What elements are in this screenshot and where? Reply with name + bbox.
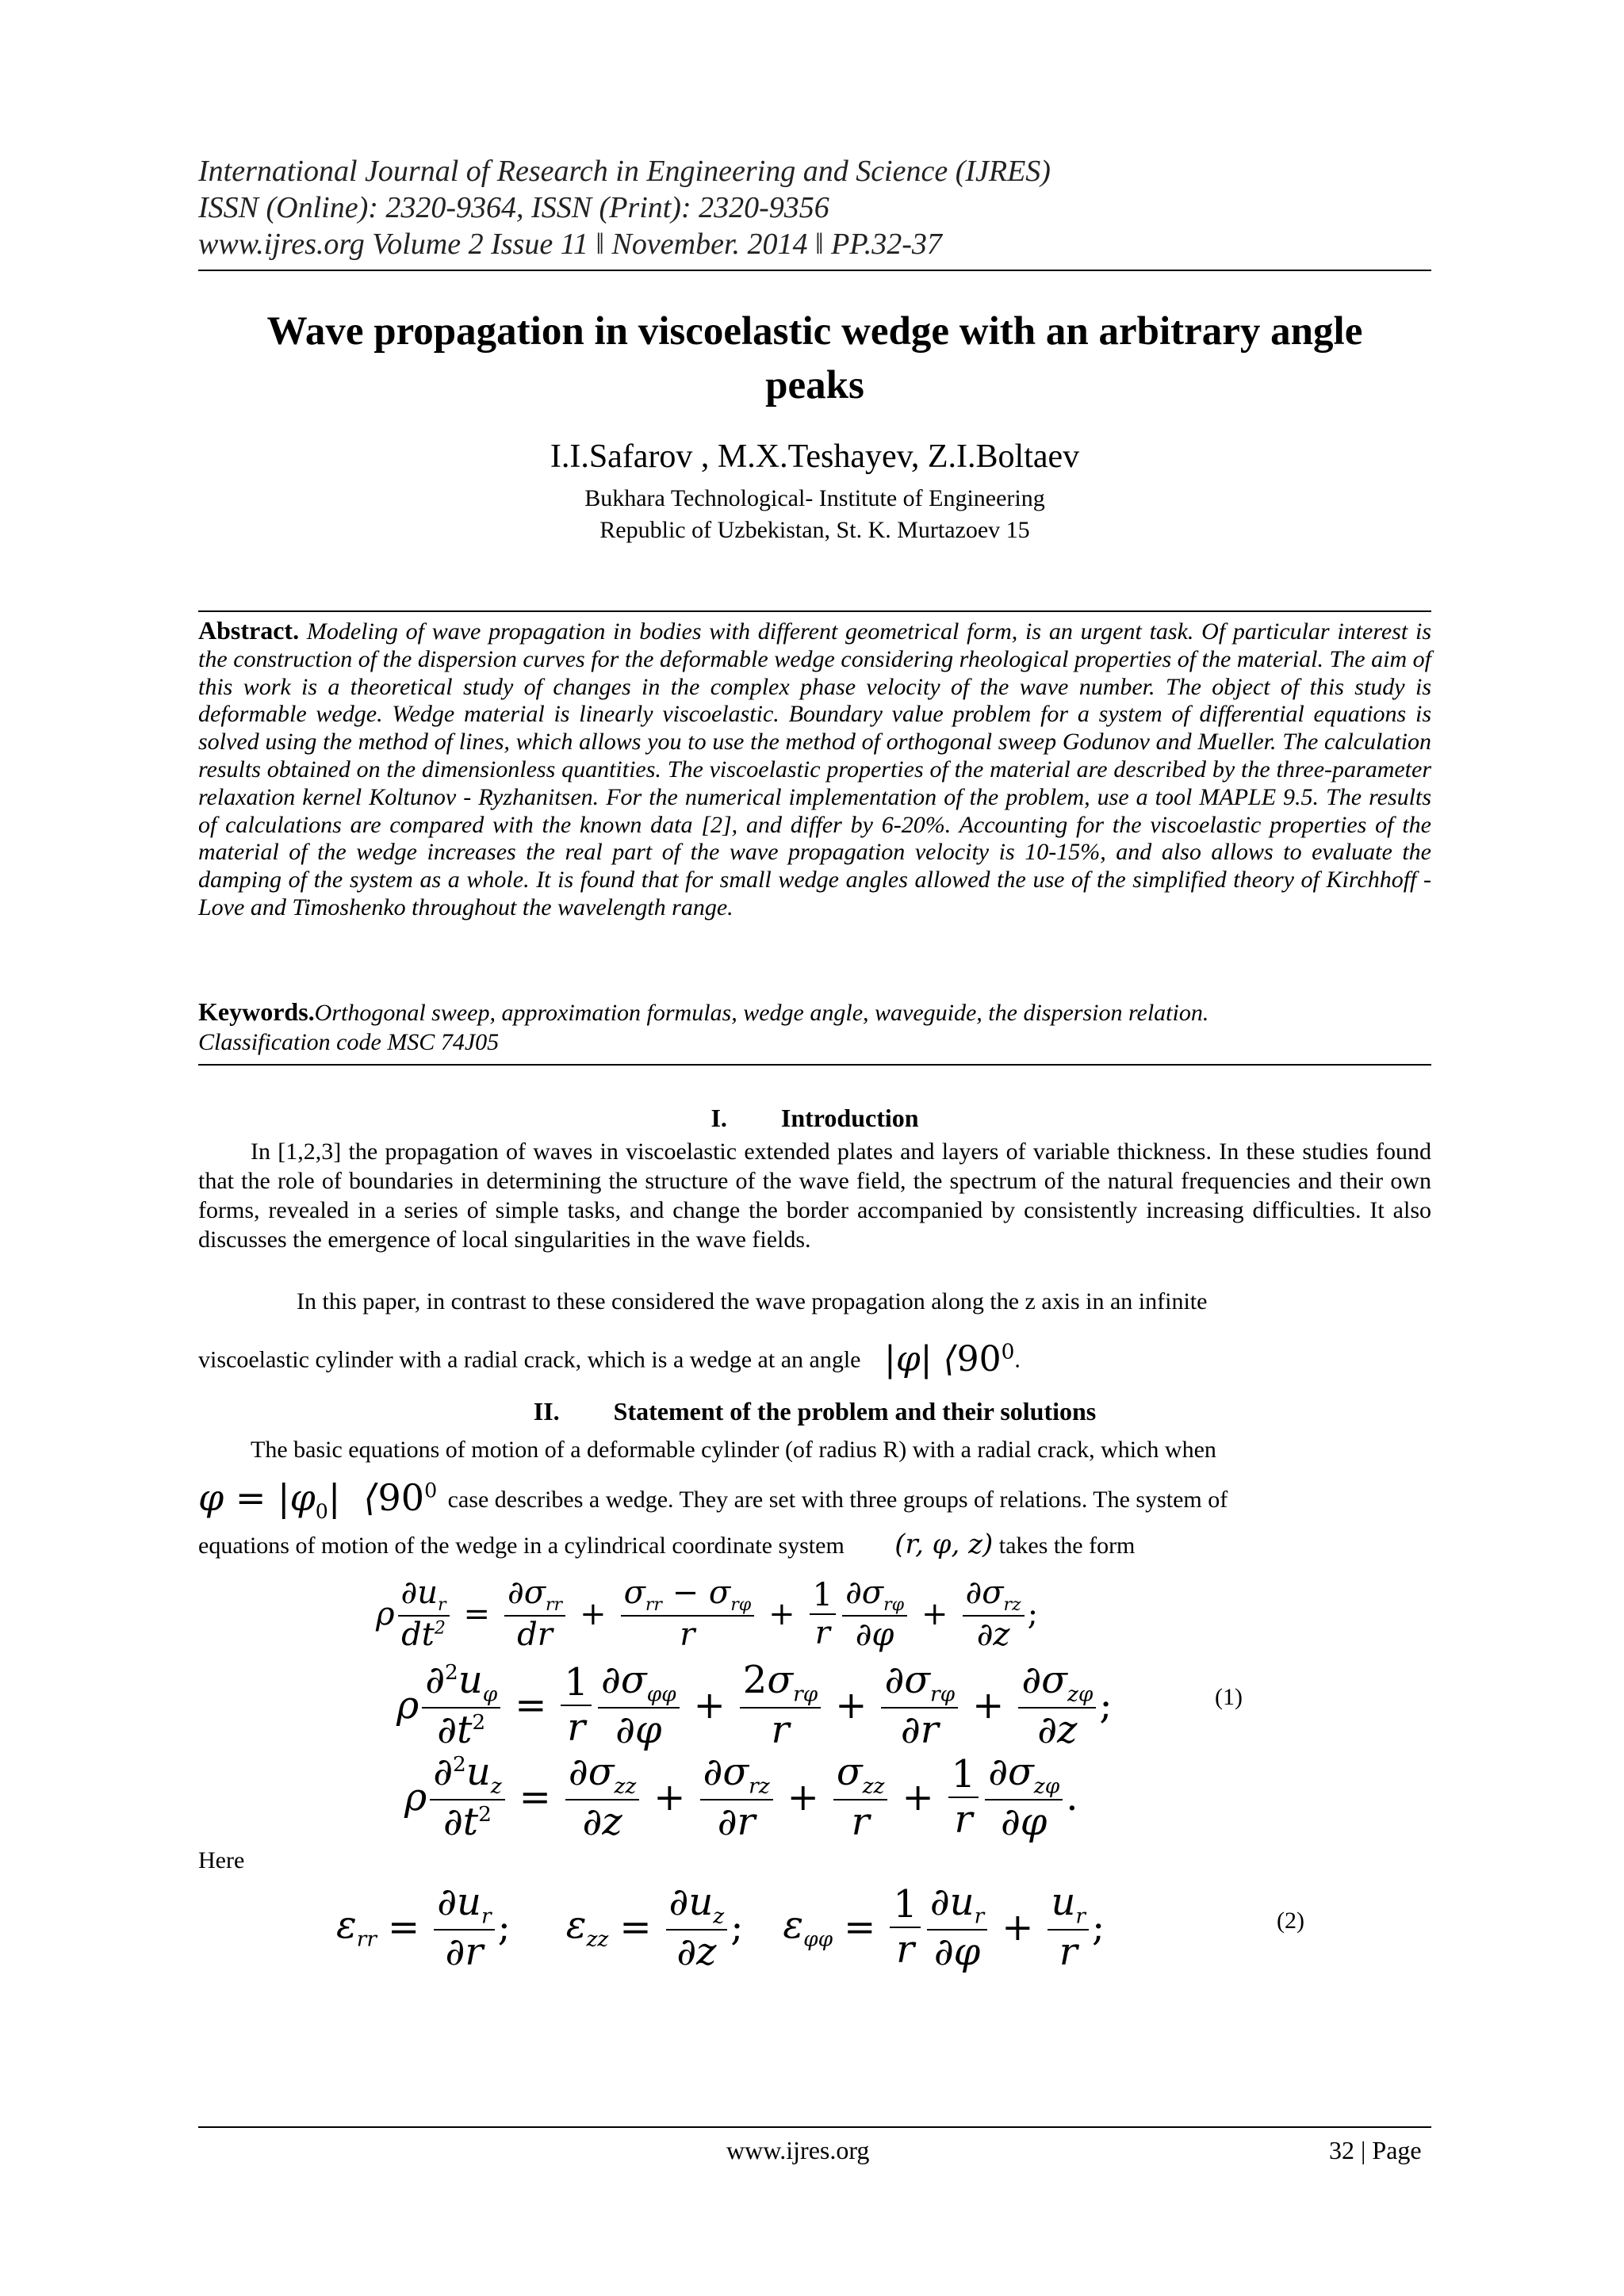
equation-1a: ρ $\frac{\partial u_r}{dt^2}$ = $\frac{\partial\sigma_{rr}}{dr}$ + $\frac{\sigma_{rr} - \sigma_{r\varphi}}{r}$ + $\frac{1}{r}$ $\frac{\partial\sigma_{r\varphi}}{\partial\varphi}$ + $\frac{\partial\sigma_{rz}}{\partial z}$ ; xyxy=(376,1575,1039,1654)
intro-paragraph-2-line2: viscoelastic cylinder with a radial crack, which is a wedge at an angle |φ| $⟨90^0$. xyxy=(198,1338,1021,1380)
abstract xyxy=(198,617,1431,922)
footer-website: www.ijres.org xyxy=(726,2136,870,2164)
footer-rule xyxy=(198,2126,1431,2128)
statement-line2: $\varphi = |\varphi_0|$ $⟨90^0$ case describes a wedge. They are set with three groups of relations. The system of xyxy=(198,1476,1228,1524)
affiliation-line1: Bukhara Technological- Institute of Engineering xyxy=(584,485,1045,511)
equation-1b: ρ $\frac{\partial^2u_\varphi}{\partial t^2}$ = $\frac{1}{r}$ $\frac{\partial\sigma_{\varphi\varphi}}{\partial\varphi}$ + $\frac{2\sigma_{r\varphi}}{r}$ + $\frac{\partial\sigma_{r\varphi}}{\partial r}$ + $\frac{\partial\sigma_{z\varphi}}{\partial z}$ ; xyxy=(396,1658,1113,1752)
section-heading-introduction xyxy=(198,1104,1431,1133)
affiliation-line2: Republic of Uzbekistan, St. K. Murtazoev 15 xyxy=(599,517,1030,543)
section-heading-statement: II. Statement of the problem and their solutions xyxy=(533,1397,1097,1425)
coordinate-system-formula: (r, φ, z) xyxy=(894,1529,994,1560)
statement-line1: The basic equations of motion of a deformable cylinder (of radius R) with a radial crack, which when xyxy=(251,1437,1216,1463)
intro-paragraph-2-line1: In this paper, in contrast to these considered the wave propagation along the z axis in an infinite xyxy=(297,1288,1208,1314)
section-title: Introduction xyxy=(780,1104,919,1132)
equation-1c: ρ $\frac{\partial^2u_z}{\partial t^2}$ = $\frac{\partial\sigma_{zz}}{\partial z}$ + $\frac{\partial\sigma_{rz}}{\partial r}$ + $\frac{\sigma_{zz}}{r}$ + $\frac{1}{r}$ $\frac{\partial\sigma_{z\varphi}}{\partial\varphi}$ . xyxy=(404,1750,1078,1844)
header-rule xyxy=(198,270,1431,271)
abstract-bottom-rule xyxy=(198,1064,1431,1066)
equation-2-number: (2) xyxy=(1277,1908,1304,1934)
footer-page-number: 32 | Page xyxy=(1329,2136,1422,2164)
here-label: Here xyxy=(198,1847,245,1873)
abstract-top-rule xyxy=(198,610,1431,612)
abstract-label: Abstract. xyxy=(198,616,300,645)
paper-title-line1: Wave propagation in viscoelastic wedge with an arbitrary angle xyxy=(266,309,1363,354)
wedge-angle-formula: $\varphi = |\varphi_0|$ $⟨90^0$ xyxy=(198,1476,438,1524)
keywords xyxy=(198,997,1431,1027)
classification-code: Classification code MSC 74J05 xyxy=(198,1029,500,1055)
journal-name: International Journal of Research in Engineering and Science (IJRES) xyxy=(198,155,1051,188)
abstract-text: Modeling of wave propagation in bodies with different geometrical form, is an urgent task. Of particular interest is the construction of the dispersion curves for the deformable wedge considering rheological properties of the material. The aim of this work is a theoretical study of changes in the complex phase velocity of the wave number. The object of this study is deformable wedge. Wedge material is linearly viscoelastic. Boundary value problem for a system of differential equations is solved using the method of lines, which allows you to use the method of orthogonal sweep Godunov and Mueller. The calculation results obtained on the dimensionless quantities. The viscoelastic properties of the material are described by the three-parameter relaxation kernel Koltunov - Ryzhanitsen. For the numerical implementation of the problem, use a tool MAPLE 9.5. The results of calculations are compared with the known data [2], and differ by 6-20%. Accounting for the viscoelastic properties of the material of the wedge increases the real part of the wave propagation velocity is 10-15%, and also allows to evaluate the damping of the system as a whole. It is found that for small wedge angles allowed the use of the simplified theory of Kirchhoff - Love and Timoshenko throughout the wavelength range. xyxy=(198,618,1432,920)
statement-line3: equations of motion of the wedge in a cylindrical coordinate system (r, φ, z) takes the form xyxy=(198,1529,1136,1560)
issue-line: www.ijres.org Volume 2 Issue 11 ǁ November. 2014 ǁ PP.32-37 xyxy=(198,228,942,261)
authors: I.I.Safarov , M.X.Teshayev, Z.I.Boltaev xyxy=(550,438,1080,475)
section-number: I. xyxy=(710,1104,727,1132)
angle-condition-formula: |φ| $⟨90^0$ xyxy=(884,1338,1015,1380)
equation-1-number: (1) xyxy=(1215,1684,1243,1710)
intro-paragraph-1: In [1,2,3] the propagation of waves in viscoelastic extended plates and layers of variable thickness. In these studies found that the role of boundaries in determining the structure of the wave field, the spectrum of the natural frequencies and their own forms, revealed in a series of simple tasks, and change the border accompanied by consistently increasing difficulties. It also discusses the emergence of local singularities in the wave fields. xyxy=(198,1138,1431,1253)
issn-line: ISSN (Online): 2320-9364, ISSN (Print): 2320-9356 xyxy=(198,191,829,224)
keywords-text: Orthogonal sweep, approximation formulas, wedge angle, waveguide, the dispersion relation. xyxy=(314,1000,1209,1026)
paper-title-line2: peaks xyxy=(765,363,864,408)
equation-2: $\varepsilon_{rr}$ = $\frac{\partial u_r}{\partial r}$ ; $\varepsilon_{zz}$ = $\frac{\partial u_z}{\partial z}$ ; $\varepsilon_{\varphi\varphi}$ = $\frac{1}{r}$ $\frac{\partial u_r}{\partial\varphi}$ + $\frac{u_r}{r}$ ; xyxy=(336,1880,1105,1974)
keywords-label: Keywords. xyxy=(198,997,315,1026)
